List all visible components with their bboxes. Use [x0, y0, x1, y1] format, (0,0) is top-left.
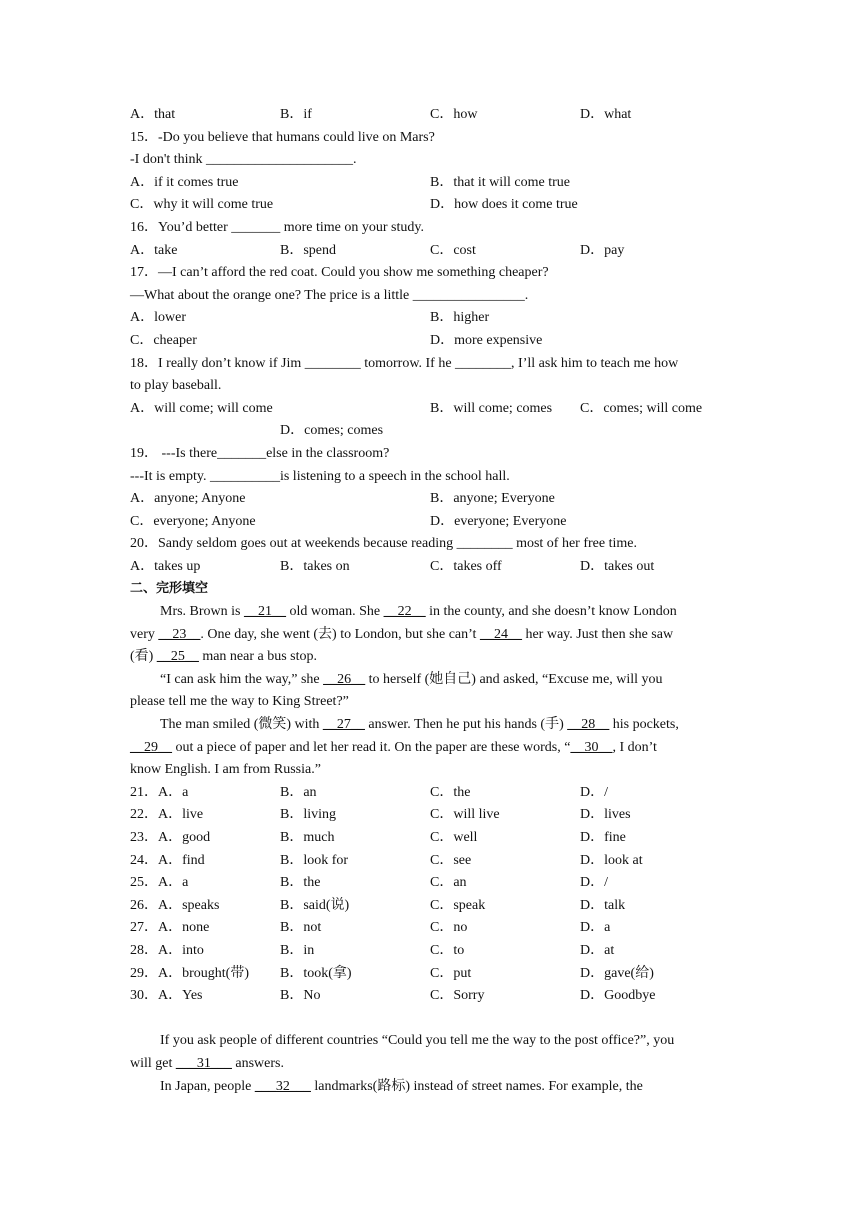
option-d[interactable]: D．/: [580, 875, 608, 891]
worksheet-page: [130, 104, 730, 1098]
passage-text: answers.: [231, 1055, 284, 1071]
option-c[interactable]: C．no: [430, 920, 468, 936]
passage-text: “I can ask him the way,” she: [160, 671, 324, 687]
q15-stem: 15．-Do you believe that humans could live on Mars?: [130, 129, 435, 145]
option-c[interactable]: C．well: [430, 830, 478, 845]
q17-options-row2: [130, 330, 730, 353]
cloze-option-row: [130, 827, 730, 850]
q15-options-row2: [130, 194, 730, 217]
cloze-option-row: [130, 782, 730, 805]
option-d[interactable]: D．fine: [580, 830, 626, 845]
passage-text: know English. I am from Russia.”: [130, 762, 321, 778]
passage-text: please tell me the way to King Street?”: [130, 694, 349, 710]
passage-text: to herself (她自己) and asked, “Excuse me, will you: [365, 671, 663, 687]
passage-line: [130, 601, 730, 624]
option-b[interactable]: B．not: [280, 920, 322, 936]
cloze-option-row: [130, 850, 730, 873]
option-b[interactable]: B．look for: [280, 852, 349, 868]
passage-text: landmarks(路标) instead of street names. For example, the: [310, 1078, 643, 1094]
option-c[interactable]: C．takes off: [430, 558, 502, 574]
q15-reply: -I don't think _____________________.: [130, 152, 357, 168]
option-a[interactable]: 22．A．live: [130, 807, 204, 823]
option-a[interactable]: A．lower: [130, 310, 186, 326]
option-d[interactable]: D．Goodbye: [580, 988, 656, 1004]
option-a[interactable]: A．that: [130, 107, 176, 122]
blank-27[interactable]: __27__: [322, 717, 365, 733]
option-c[interactable]: C．will live: [430, 807, 500, 823]
option-b[interactable]: B．higher: [430, 310, 490, 326]
cloze-option-row: [130, 872, 730, 895]
option-c[interactable]: C．to: [430, 942, 465, 958]
q18-options-row1: [130, 398, 730, 421]
cloze-option-row: [130, 985, 730, 1008]
option-d[interactable]: D．gave(给): [580, 965, 654, 981]
option-b[interactable]: B．the: [280, 875, 321, 891]
passage-line: [130, 1030, 730, 1053]
option-b[interactable]: B．took(拿): [280, 965, 352, 981]
passage-text: In Japan, people: [160, 1078, 255, 1094]
option-a[interactable]: 27．A．none: [130, 920, 210, 936]
blank-30[interactable]: __30__: [570, 739, 613, 755]
cloze-passage-1: [130, 601, 730, 782]
q17-stem: 17．—I can’t afford the red coat. Could you show me something cheaper?: [130, 265, 549, 281]
option-d[interactable]: D．how does it come true: [430, 197, 578, 213]
q19-options-row1: [130, 488, 730, 511]
option-c[interactable]: C．put: [430, 965, 472, 981]
passage-text: (看): [130, 649, 157, 665]
option-b[interactable]: B．that it will come true: [430, 174, 570, 190]
option-b[interactable]: B．said(说): [280, 897, 350, 913]
option-a[interactable]: 28．A．into: [130, 942, 204, 958]
passage-text: old woman. She: [286, 604, 384, 620]
blank-32[interactable]: ___32___: [254, 1078, 311, 1094]
option-b[interactable]: B．much: [280, 830, 335, 845]
q18-stem: 18．I really don’t know if Jim ________ tomorrow. If he ________, I’ll ask him to teach me how: [130, 355, 679, 371]
q15-options-row1: [130, 172, 730, 195]
passage-text: , I don’t: [612, 739, 657, 755]
passage-line: [130, 669, 730, 692]
passage-text: his pockets,: [609, 717, 679, 733]
option-d[interactable]: D．what: [580, 107, 632, 122]
option-c[interactable]: C．everyone; Anyone: [130, 513, 256, 529]
option-c[interactable]: C．cheaper: [130, 332, 197, 348]
option-c[interactable]: C．Sorry: [430, 988, 485, 1004]
option-b[interactable]: B．an: [280, 784, 317, 800]
passage-line: [130, 714, 730, 737]
option-d[interactable]: D．everyone; Everyone: [430, 513, 567, 529]
blank-26[interactable]: __26__: [323, 671, 366, 687]
passage-text: If you ask people of different countries “Could you tell me the way to the post office?”, you: [160, 1033, 675, 1049]
q17-options-row1: [130, 307, 730, 330]
option-c[interactable]: C．why it will come true: [130, 197, 274, 213]
passage-text: answer. Then he put his hands (手): [364, 717, 568, 733]
blank-23[interactable]: __23__: [158, 626, 201, 642]
blank-28[interactable]: __28__: [567, 717, 610, 733]
cloze-option-row: [130, 804, 730, 827]
q16-options: [130, 240, 730, 263]
option-a[interactable]: 26．A．speaks: [130, 897, 220, 913]
option-b[interactable]: B．anyone; Everyone: [430, 491, 555, 507]
passage-text: man near a bus stop.: [198, 649, 318, 665]
option-a[interactable]: 30．A．Yes: [130, 988, 203, 1004]
cloze-passage-2: [130, 1030, 730, 1098]
blank-31[interactable]: ___31___: [175, 1055, 232, 1071]
option-c[interactable]: C．an: [430, 875, 467, 891]
option-d[interactable]: D．talk: [580, 897, 626, 913]
option-a[interactable]: A．take: [130, 242, 178, 258]
option-c[interactable]: C．how: [430, 107, 478, 122]
option-c[interactable]: C．speak: [430, 897, 486, 913]
option-d[interactable]: D．a: [580, 920, 611, 936]
passage-text: will get: [130, 1055, 176, 1071]
cloze-options: [130, 782, 730, 1008]
option-a[interactable]: 29．A．brought(带): [130, 965, 249, 981]
q19-stem: 19． ---Is there_______else in the classroom?: [130, 445, 390, 461]
passage-text: out a piece of paper and let her read it. On the paper are these words, “: [172, 739, 571, 755]
q20-options: [130, 556, 730, 579]
cloze-option-row: [130, 963, 730, 986]
option-a[interactable]: 25．A．a: [130, 875, 189, 891]
blank-24[interactable]: __24__: [479, 626, 522, 642]
passage-line: [130, 759, 730, 782]
option-d[interactable]: D．/: [580, 784, 608, 800]
spacer: [130, 1008, 730, 1031]
option-a[interactable]: A．takes up: [130, 558, 201, 574]
option-d[interactable]: D．lives: [580, 807, 631, 823]
passage-line: [130, 646, 730, 669]
cloze-option-row: [130, 940, 730, 963]
q14-options: [130, 104, 730, 127]
option-b[interactable]: B．will come; comes: [430, 400, 553, 416]
passage-text: . One day, she went (去) to London, but she can’t: [200, 626, 480, 642]
option-b[interactable]: B．takes on: [280, 558, 350, 574]
option-a[interactable]: 23．A．good: [130, 830, 211, 845]
option-b[interactable]: B．if: [280, 107, 312, 122]
passage-line: [130, 1076, 730, 1099]
option-a[interactable]: 24．A．find: [130, 852, 205, 868]
q18-options-row2: [130, 420, 730, 443]
q19-options-row2: [130, 511, 730, 534]
option-c[interactable]: C．cost: [430, 242, 476, 258]
option-a[interactable]: A．will come; will come: [130, 400, 273, 416]
passage-text: The man smiled (微笑) with: [160, 717, 323, 733]
option-d[interactable]: D．takes out: [580, 558, 655, 574]
q18-stem-cont: to play baseball.: [130, 378, 222, 394]
passage-text: in the county, and she doesn’t know London: [425, 604, 677, 620]
blank-22[interactable]: __22__: [383, 604, 426, 620]
option-c[interactable]: C．comes; will come: [580, 400, 703, 416]
option-d[interactable]: D．more expensive: [430, 332, 543, 348]
passage-text: her way. Just then she saw: [521, 626, 674, 642]
cloze-option-row: [130, 895, 730, 918]
passage-line: [130, 691, 730, 714]
blank-25[interactable]: __25__: [156, 649, 199, 665]
q19-reply: ---It is empty. __________is listening to a speech in the school hall.: [130, 468, 510, 484]
option-b[interactable]: B．in: [280, 942, 315, 958]
passage-text: Mrs. Brown is: [160, 604, 245, 620]
option-d[interactable]: D．pay: [580, 242, 625, 258]
passage-text: very: [130, 626, 159, 642]
option-d[interactable]: D．look at: [580, 852, 643, 868]
cloze-option-row: [130, 917, 730, 940]
option-d[interactable]: D．at: [580, 942, 615, 958]
passage-line: [130, 1053, 730, 1076]
option-c[interactable]: C．the: [430, 784, 471, 800]
option-a[interactable]: A．anyone; Anyone: [130, 491, 246, 507]
option-b[interactable]: B．No: [280, 988, 321, 1004]
option-b[interactable]: B．spend: [280, 242, 336, 258]
passage-line: [130, 624, 730, 647]
blank-29[interactable]: __29__: [130, 739, 172, 755]
q20-stem: 20．Sandy seldom goes out at weekends because reading ________ most of her free time.: [130, 536, 637, 552]
option-a[interactable]: A．if it comes true: [130, 174, 239, 190]
q17-reply: —What about the orange one? The price is a little ________________.: [130, 287, 529, 303]
blank-21[interactable]: __21__: [244, 604, 287, 620]
section-heading: 二、完形填空: [130, 581, 209, 597]
option-c[interactable]: C．see: [430, 852, 472, 868]
passage-line: [130, 737, 730, 760]
q16-stem: 16．You’d better _______ more time on your study.: [130, 219, 424, 235]
option-a[interactable]: 21．A．a: [130, 784, 189, 800]
option-d[interactable]: D．comes; comes: [280, 423, 384, 439]
option-b[interactable]: B．living: [280, 807, 337, 823]
